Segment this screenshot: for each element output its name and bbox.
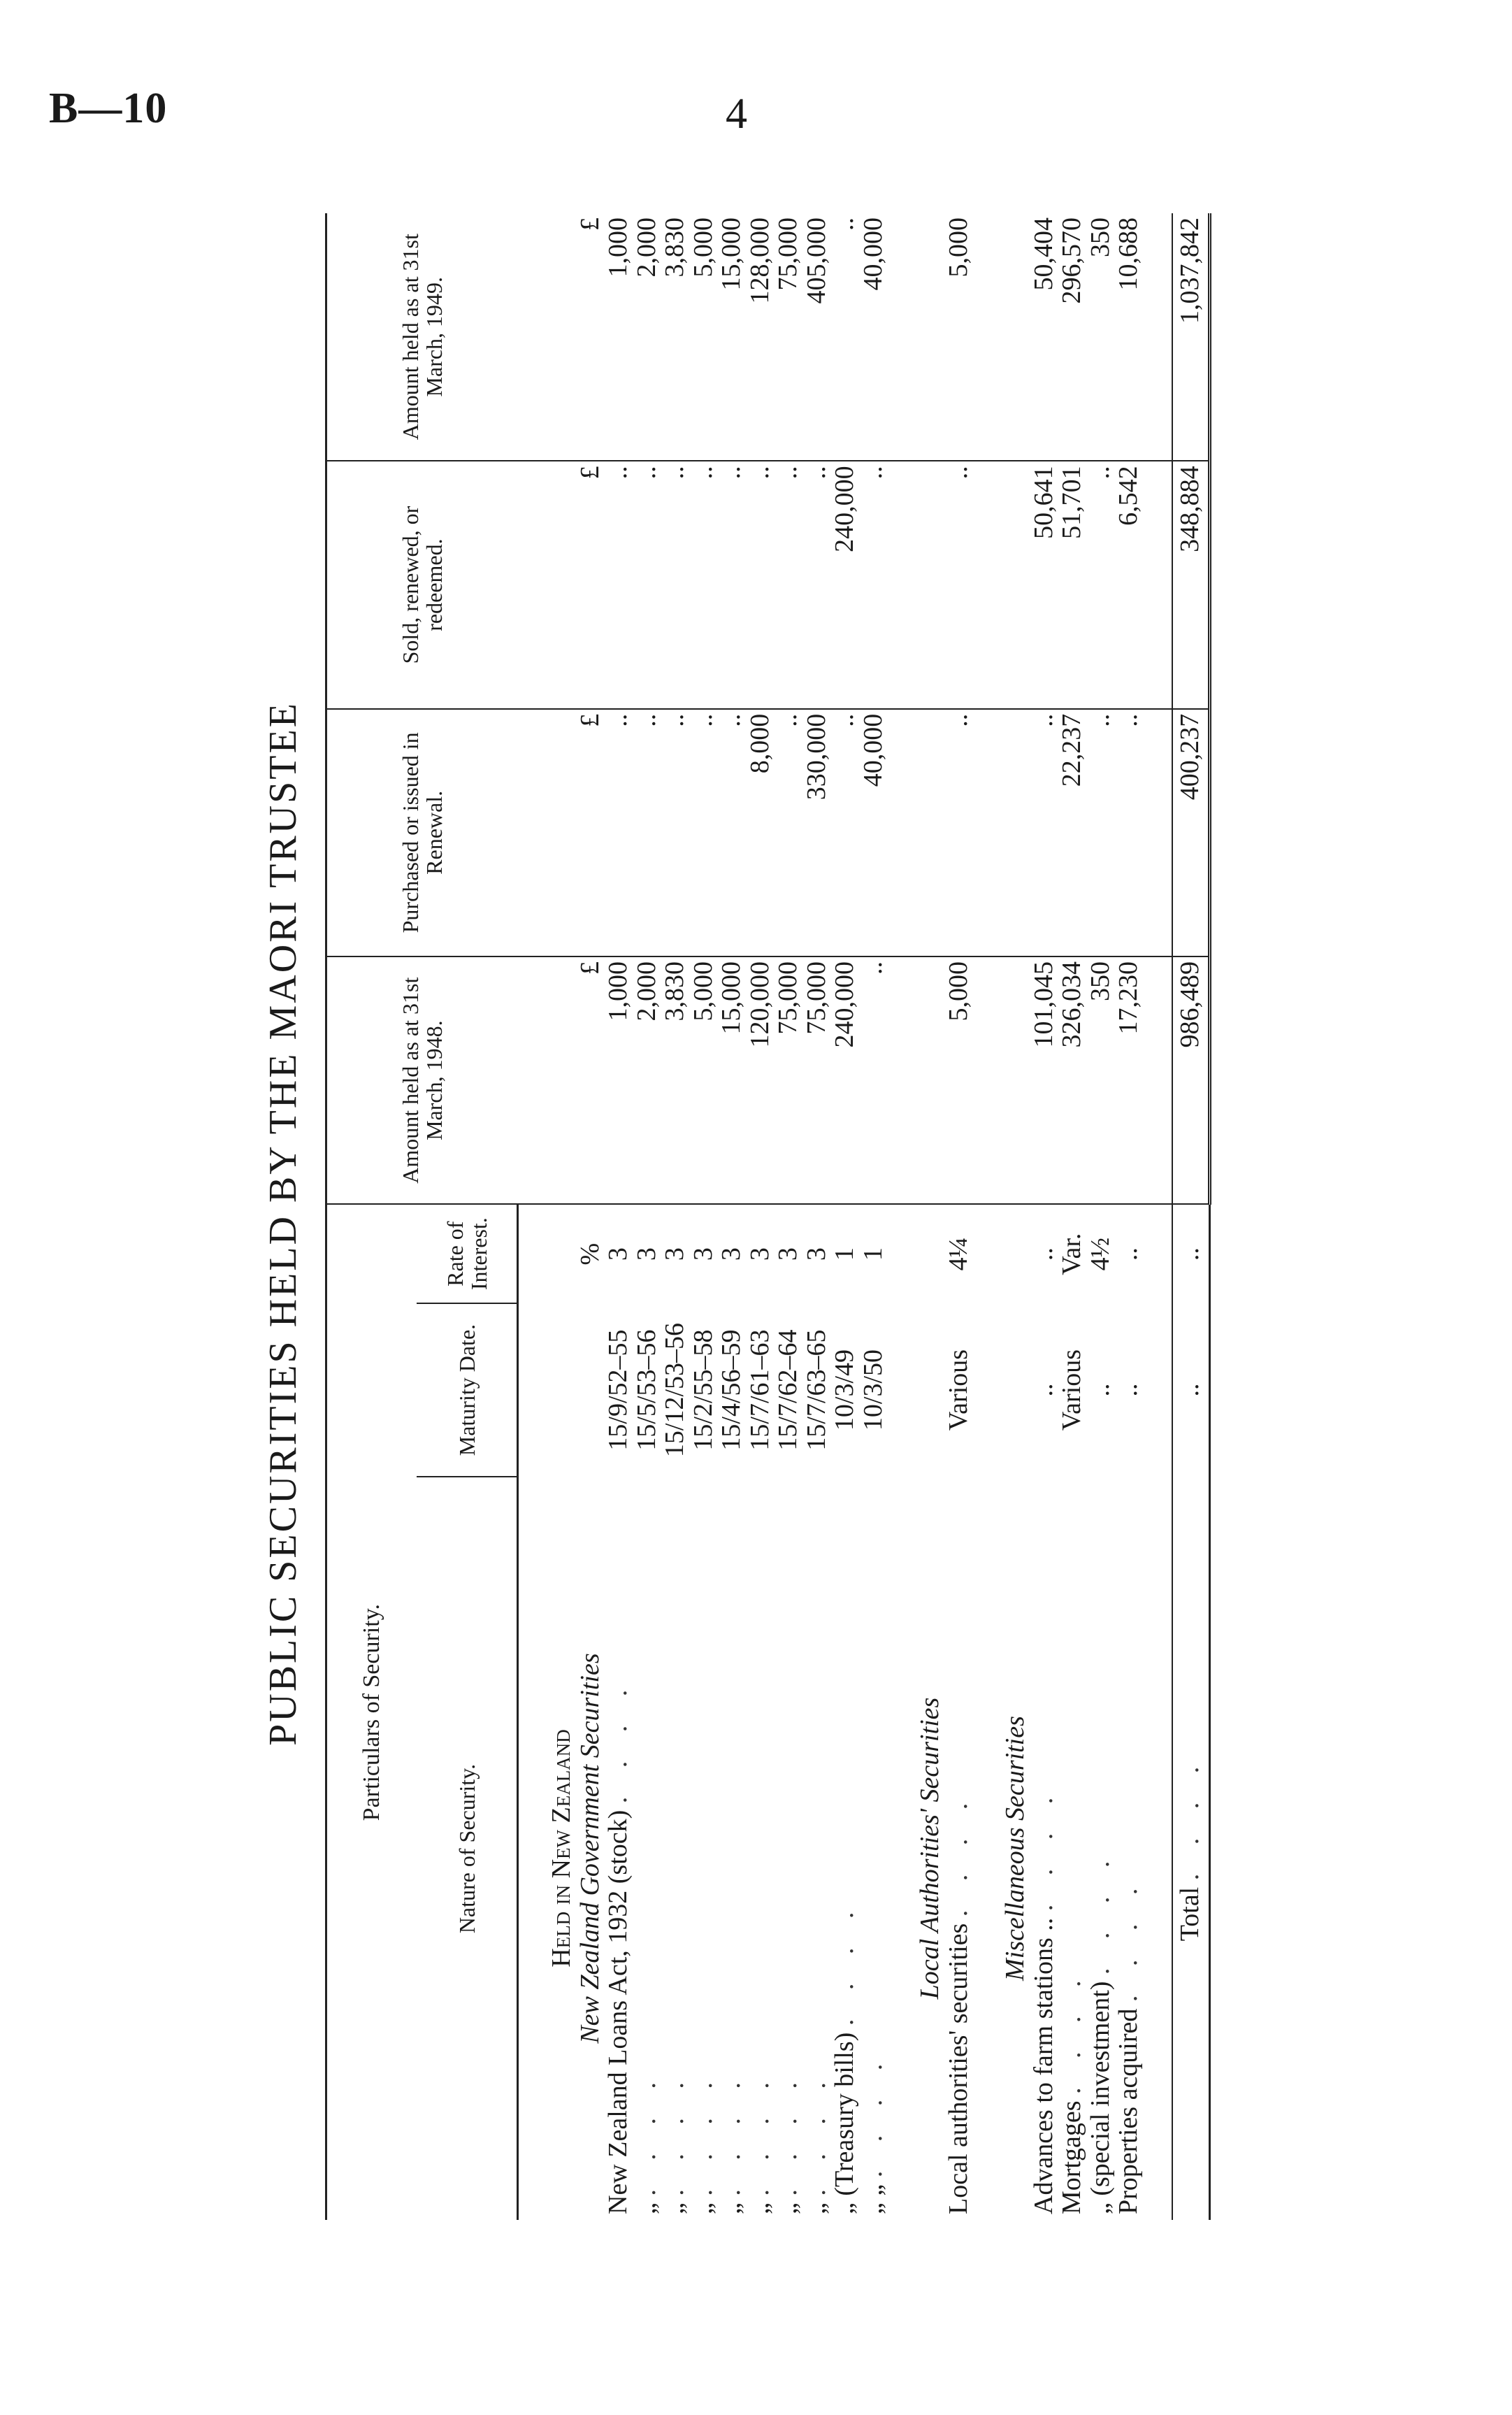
local-row-held-1949: 5,000: [944, 213, 973, 461]
misc-row-maturity: Various: [1057, 1349, 1086, 1431]
nz-row-held-1948: 120,000: [746, 956, 775, 1204]
nz-row-held-1949: 128,000: [746, 213, 775, 461]
nz-row-sold: ..: [859, 461, 888, 708]
nz-row-rate: 3: [801, 1247, 831, 1261]
nz-row-nature: „ (Treasury bills) . . . .: [830, 1900, 859, 2214]
misc-row-held-1948: 101,045: [1030, 956, 1058, 1204]
local-row-held-1948: 5,000: [944, 956, 973, 1204]
nz-row-purchased: ..: [774, 709, 802, 956]
currency-unit: £: [576, 709, 605, 956]
misc-row-maturity: ..: [1028, 1383, 1058, 1397]
table-row: [633, 213, 661, 2220]
nz-row-maturity: 10/3/49: [830, 1349, 859, 1431]
total-label: Total . . . .: [1172, 1477, 1210, 2220]
nz-row-maturity: 15/7/63–65: [801, 1329, 831, 1451]
misc-row-held-1949: 10,688: [1114, 213, 1143, 461]
nz-row-purchased: ..: [830, 709, 859, 956]
nz-row-maturity: 15/2/55–58: [688, 1329, 718, 1451]
table-row: [717, 213, 746, 2220]
table-row: [774, 213, 802, 2220]
nz-row-sold: ..: [774, 461, 802, 708]
misc-row-sold: 50,641: [1030, 461, 1058, 708]
total-row: [1172, 213, 1210, 2220]
nz-row-purchased: ..: [689, 709, 718, 956]
nz-row-sold: ..: [746, 461, 775, 708]
misc-row-purchased: ..: [1030, 709, 1058, 956]
table-row: [604, 213, 633, 2220]
table-row: [944, 213, 973, 2220]
misc-row-purchased: ..: [1086, 709, 1115, 956]
nz-government-rows: [604, 213, 887, 2220]
misc-row-sold: 51,701: [1058, 461, 1086, 708]
misc-row-held-1949: 296,570: [1058, 213, 1086, 461]
misc-row-held-1948: 350: [1086, 956, 1115, 1204]
nz-row-purchased: 330,000: [802, 709, 831, 956]
nz-row-nature: „ . . . .: [717, 2071, 746, 2214]
misc-row-purchased: ..: [1114, 709, 1143, 956]
nz-row-held-1948: ..: [859, 956, 888, 1204]
table-row: [859, 213, 888, 2220]
nz-row-purchased: 40,000: [859, 709, 888, 956]
local-row-rate: 4¼: [943, 1237, 973, 1271]
currency-unit: £: [576, 461, 605, 708]
purchased-header: Purchased or issued in Renewal.: [326, 709, 518, 956]
securities-table: [325, 213, 1214, 2220]
currency-unit: £: [576, 956, 605, 1204]
nz-row-held-1949: 1,000: [604, 213, 633, 461]
nz-row-held-1949: ..: [830, 213, 859, 461]
nz-row-held-1948: 1,000: [604, 956, 633, 1204]
nz-row-sold: ..: [717, 461, 746, 708]
nz-row-held-1948: 240,000: [830, 956, 859, 1204]
table-row: [1030, 213, 1058, 2220]
local-row-purchased: ..: [944, 709, 973, 956]
nz-row-held-1948: 2,000: [633, 956, 661, 1204]
nz-row-purchased: ..: [661, 709, 689, 956]
rate-unit: %: [575, 1242, 605, 1266]
maturity-header: Maturity Date.: [417, 1303, 518, 1477]
nz-row-nature: „ . . . .: [660, 2071, 689, 2214]
nz-row-sold: ..: [689, 461, 718, 708]
table-title: PUBLIC SECURITIES HELD BY THE MAORI TRUSTEE: [261, 701, 305, 1746]
section-local: Local Authorities' Securities: [915, 1697, 944, 2000]
nz-row-rate: 3: [717, 1247, 746, 1261]
nz-row-nature: „ „ . . . .: [858, 2052, 888, 2214]
misc-row-rate: 4½: [1085, 1237, 1115, 1271]
nz-row-nature: „ . . . .: [773, 2071, 802, 2214]
nz-row-sold: 240,000: [830, 461, 859, 708]
nz-row-held-1948: 75,000: [774, 956, 802, 1204]
nz-row-maturity: 15/7/62–64: [773, 1329, 802, 1451]
nz-row-held-1949: 15,000: [717, 213, 746, 461]
table-row: [1114, 213, 1143, 2220]
nz-row-rate: 3: [744, 1247, 775, 1261]
nz-row-nature: „ . . . .: [801, 2071, 831, 2214]
nz-row-held-1949: 5,000: [689, 213, 718, 461]
total-maturity: ..: [1172, 1303, 1210, 1477]
table-row: [661, 213, 689, 2220]
nz-row-nature: „ . . . .: [744, 2071, 775, 2214]
nz-row-rate: 1: [830, 1247, 859, 1261]
page-number: 4: [726, 90, 747, 138]
nz-row-held-1949: 3,830: [661, 213, 689, 461]
currency-unit: £: [576, 213, 605, 461]
misc-row-nature: Properties acquired . . . .: [1114, 1877, 1143, 2214]
nz-row-held-1948: 5,000: [689, 956, 718, 1204]
nz-row-nature: „ . . . .: [688, 2071, 718, 2214]
section-misc: Miscellaneous Securities: [1000, 1716, 1030, 1981]
nz-row-held-1948: 75,000: [802, 956, 831, 1204]
nz-row-purchased: ..: [633, 709, 661, 956]
table-row: [1086, 213, 1115, 2220]
miscellaneous-rows: [1030, 213, 1143, 2220]
table-row: [830, 213, 859, 2220]
misc-row-purchased: 22,237: [1058, 709, 1086, 956]
misc-row-nature: Advances to farm stations .. . . . .: [1028, 1786, 1058, 2214]
misc-row-sold: ..: [1086, 461, 1115, 708]
section-nz-gov: New Zealand Government Securities: [575, 1653, 605, 2044]
nz-row-maturity: 15/5/53–56: [631, 1329, 661, 1451]
misc-row-held-1948: 17,230: [1114, 956, 1143, 1204]
nz-row-maturity: 15/9/52–55: [603, 1329, 633, 1451]
nz-row-held-1949: 75,000: [774, 213, 802, 461]
nz-row-sold: ..: [633, 461, 661, 708]
table-row: [802, 213, 831, 2220]
nz-row-sold: ..: [802, 461, 831, 708]
nz-row-rate: 1: [858, 1247, 888, 1261]
nz-row-maturity: 15/7/61–63: [744, 1329, 775, 1451]
nz-row-maturity: 15/12/53–56: [660, 1322, 689, 1458]
nz-row-nature: New Zealand Loans Act, 1932 (stock) . . . .: [603, 1678, 633, 2214]
table-row: [746, 213, 775, 2220]
local-authority-rows: [944, 213, 973, 2220]
total-purchased: 400,237: [1172, 709, 1210, 956]
local-row-nature: Local authorities' securities . . . .: [943, 1791, 973, 2214]
misc-row-held-1948: 326,034: [1058, 956, 1086, 1204]
nz-row-maturity: 10/3/50: [858, 1349, 888, 1431]
nz-row-sold: ..: [661, 461, 689, 708]
misc-row-rate: ..: [1114, 1247, 1143, 1261]
nz-row-maturity: 15/4/56–59: [717, 1329, 746, 1451]
nz-row-held-1948: 3,830: [661, 956, 689, 1204]
misc-row-rate: Var.: [1057, 1233, 1086, 1275]
local-row-sold: ..: [944, 461, 973, 708]
particulars-header: Particulars of Security.: [326, 1204, 417, 2220]
misc-row-maturity: ..: [1114, 1383, 1143, 1397]
rate-header: Rate of Interest.: [417, 1204, 518, 1303]
nature-header: Nature of Security.: [417, 1477, 518, 2220]
total-sold: 348,884: [1172, 461, 1210, 708]
nz-row-rate: 3: [631, 1247, 661, 1261]
table-row: [1058, 213, 1086, 2220]
nz-row-sold: ..: [604, 461, 633, 708]
nz-row-purchased: ..: [717, 709, 746, 956]
nz-row-nature: „ . . . .: [631, 2071, 661, 2214]
held-1949-header: Amount held as at 31st March, 1949.: [326, 213, 518, 461]
misc-row-rate: ..: [1028, 1247, 1058, 1261]
sold-header: Sold, renewed, or redeemed.: [326, 461, 518, 708]
nz-row-held-1948: 15,000: [717, 956, 746, 1204]
misc-row-maturity: ..: [1085, 1383, 1115, 1397]
nz-row-held-1949: 40,000: [859, 213, 888, 461]
nz-row-held-1949: 2,000: [633, 213, 661, 461]
nz-row-rate: 3: [660, 1247, 689, 1261]
page-reference: B—10: [49, 85, 168, 132]
nz-row-rate: 3: [773, 1247, 802, 1261]
total-held-1948: 986,489: [1172, 956, 1210, 1204]
local-row-maturity: Various: [943, 1349, 973, 1431]
table-row: [689, 213, 718, 2220]
nz-row-purchased: ..: [604, 709, 633, 956]
misc-row-nature: Mortgages . . . .: [1057, 1969, 1086, 2214]
misc-row-nature: „ (special investment) . . . .: [1085, 1849, 1115, 2214]
section-held-nz: Held in New Zealand: [547, 1729, 576, 1968]
misc-row-held-1949: 350: [1086, 213, 1115, 461]
held-1948-header: Amount held as at 31st March, 1948.: [326, 956, 518, 1204]
nz-row-rate: 3: [603, 1247, 633, 1261]
rotated-table-block: [259, 203, 1237, 2244]
misc-row-held-1949: 50,404: [1030, 213, 1058, 461]
nz-row-held-1949: 405,000: [802, 213, 831, 461]
total-rate: ..: [1172, 1204, 1210, 1303]
misc-row-sold: 6,542: [1114, 461, 1143, 708]
nz-row-rate: 3: [688, 1247, 718, 1261]
total-held-1949: 1,037,842: [1172, 213, 1210, 461]
nz-row-purchased: 8,000: [746, 709, 775, 956]
